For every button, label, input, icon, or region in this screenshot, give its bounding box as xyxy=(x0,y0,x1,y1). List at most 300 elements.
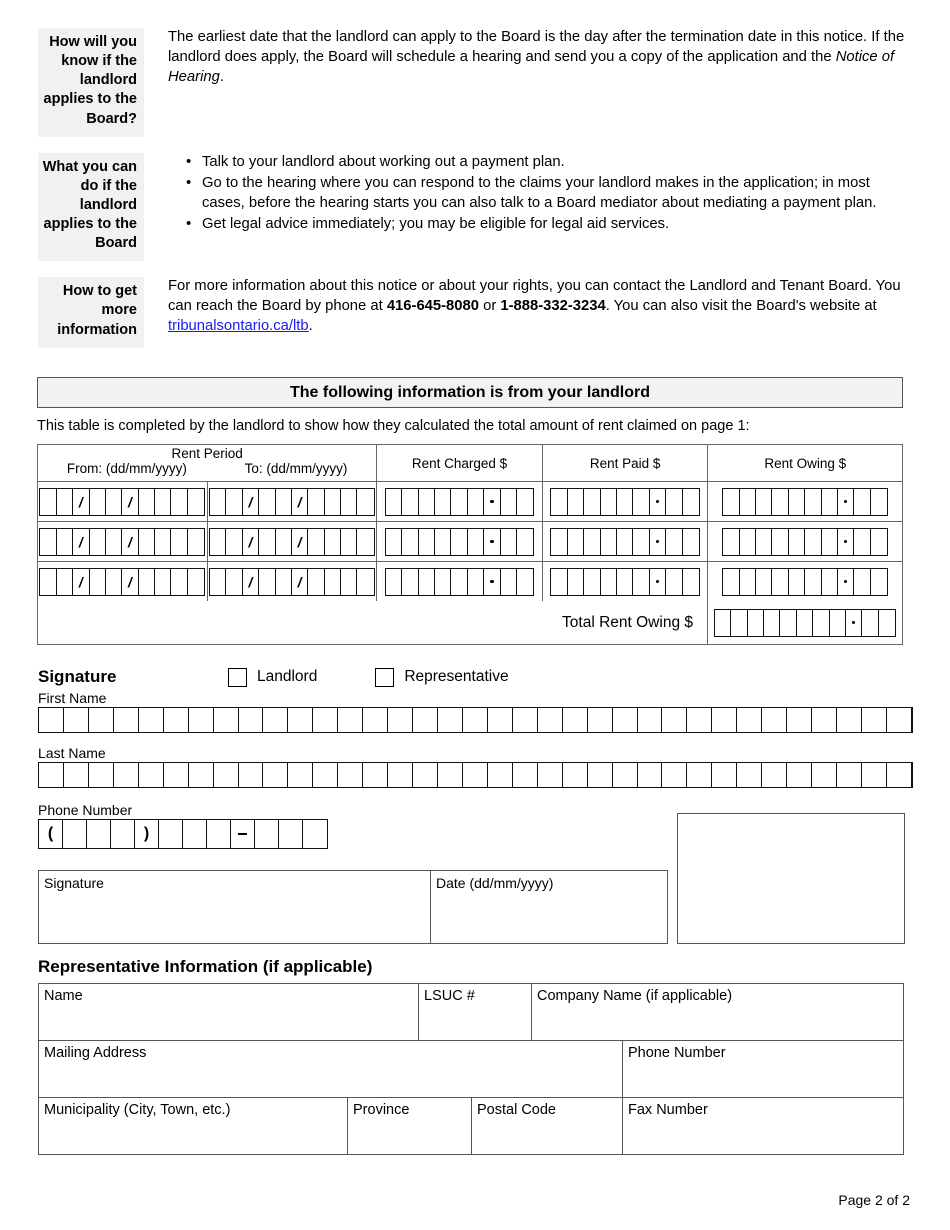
comb-cell[interactable] xyxy=(139,529,155,555)
total-rent-owing-field-wrap xyxy=(707,601,902,644)
comb-cell[interactable] xyxy=(740,569,756,595)
comb-cell[interactable] xyxy=(386,569,402,595)
comb-cell[interactable] xyxy=(887,763,912,787)
comb-cell[interactable] xyxy=(762,708,787,732)
rep-municipality-field[interactable] xyxy=(39,1098,348,1154)
comb-cell[interactable] xyxy=(854,489,870,515)
comb-cell[interactable] xyxy=(64,708,89,732)
comb-cell[interactable] xyxy=(40,489,56,515)
comb-cell[interactable] xyxy=(231,820,255,848)
comb-cell[interactable] xyxy=(613,708,638,732)
comb-cell[interactable]: / xyxy=(122,569,138,595)
comb-cell[interactable] xyxy=(388,708,413,732)
comb-cell[interactable] xyxy=(638,708,663,732)
comb-cell[interactable] xyxy=(183,820,207,848)
signature-field[interactable] xyxy=(39,871,431,943)
comb-cell[interactable] xyxy=(341,489,357,515)
comb-cell[interactable] xyxy=(63,820,87,848)
comb-cell[interactable] xyxy=(633,569,649,595)
comb-cell[interactable] xyxy=(484,569,500,595)
comb-cell[interactable] xyxy=(463,708,488,732)
comb-cell[interactable] xyxy=(276,529,292,555)
comb-cell[interactable] xyxy=(259,569,275,595)
comb-cell[interactable] xyxy=(288,763,313,787)
comb-cell[interactable] xyxy=(139,569,155,595)
total-rent-owing-input[interactable] xyxy=(714,609,896,637)
rep-phone-label: Phone Number xyxy=(628,1045,726,1061)
comb-cell[interactable] xyxy=(638,763,663,787)
rent-period-from-input[interactable] xyxy=(39,568,205,596)
comb-cell[interactable] xyxy=(139,489,155,515)
rent-period-to-cell xyxy=(208,562,378,601)
comb-cell[interactable] xyxy=(386,529,402,555)
rent-period-from-input[interactable] xyxy=(39,488,205,516)
rent-charged-cell xyxy=(377,562,543,601)
comb-cell[interactable] xyxy=(712,763,737,787)
comb-cell[interactable] xyxy=(805,529,821,555)
rent-period-header xyxy=(38,445,377,481)
comb-cell[interactable] xyxy=(723,489,739,515)
rent-paid-cell xyxy=(543,522,709,561)
comb-cell[interactable] xyxy=(756,569,772,595)
comb-cell[interactable] xyxy=(756,529,772,555)
comb-cell[interactable] xyxy=(617,529,633,555)
comb-cell[interactable] xyxy=(239,708,264,732)
comb-cell[interactable] xyxy=(501,569,517,595)
comb-cell[interactable] xyxy=(737,708,762,732)
comb-cell[interactable] xyxy=(341,569,357,595)
comb-cell[interactable] xyxy=(837,763,862,787)
comb-cell[interactable] xyxy=(613,763,638,787)
comb-cell[interactable] xyxy=(584,489,600,515)
rent-charged-input[interactable] xyxy=(385,528,535,556)
comb-cell[interactable] xyxy=(789,569,805,595)
rep-name-label: Name xyxy=(44,988,83,1004)
rent-owing-input[interactable] xyxy=(722,488,888,516)
comb-cell[interactable] xyxy=(106,569,122,595)
comb-cell[interactable] xyxy=(89,708,114,732)
comb-cell[interactable]: / xyxy=(243,569,259,595)
comb-cell[interactable] xyxy=(513,763,538,787)
comb-cell[interactable] xyxy=(838,489,854,515)
comb-cell[interactable] xyxy=(871,569,887,595)
rent-table-intro: This table is completed by the landlord to show how they calculated the total amount of rent claimed on page 1: xyxy=(37,418,750,434)
comb-cell[interactable] xyxy=(171,529,187,555)
rent-table-body xyxy=(38,482,902,601)
first-name-input[interactable] xyxy=(38,707,913,733)
comb-cell[interactable] xyxy=(164,708,189,732)
comb-cell[interactable] xyxy=(568,489,584,515)
comb-cell[interactable] xyxy=(662,763,687,787)
comb-cell[interactable] xyxy=(451,489,467,515)
comb-cell[interactable] xyxy=(189,708,214,732)
comb-cell[interactable] xyxy=(189,763,214,787)
comb-cell[interactable] xyxy=(551,569,567,595)
comb-cell[interactable] xyxy=(838,529,854,555)
comb-cell[interactable] xyxy=(789,529,805,555)
comb-cell[interactable] xyxy=(517,489,533,515)
list-item: • Go to the hearing where you can respond to the claims your landlord makes in the application; in most cases, before the hearing starts you can also talk to a Board mediator about mediating a payment plan. xyxy=(186,174,912,214)
comb-cell[interactable] xyxy=(822,569,838,595)
comb-cell[interactable] xyxy=(39,763,64,787)
bold-text: 416-645-8080 xyxy=(386,298,479,315)
rep-municipality-label: Municipality (City, Town, etc.) xyxy=(44,1102,231,1118)
rent-period-to-input[interactable] xyxy=(209,488,375,516)
ltb-website-link[interactable]: tribunalsontario.ca/ltb xyxy=(168,318,309,335)
comb-cell[interactable] xyxy=(64,763,89,787)
rep-lsuc-field[interactable] xyxy=(419,984,532,1040)
comb-cell[interactable] xyxy=(402,529,418,555)
comb-cell[interactable] xyxy=(259,489,275,515)
comb-cell[interactable] xyxy=(255,820,279,848)
comb-cell[interactable] xyxy=(617,489,633,515)
comb-cell[interactable] xyxy=(210,529,226,555)
checkbox-group-representative[interactable] xyxy=(375,668,508,687)
comb-cell[interactable] xyxy=(451,569,467,595)
comb-cell[interactable] xyxy=(419,529,435,555)
rent-owing-input[interactable] xyxy=(722,528,888,556)
comb-cell[interactable] xyxy=(617,569,633,595)
comb-cell[interactable] xyxy=(325,569,341,595)
comb-cell[interactable] xyxy=(812,763,837,787)
comb-cell[interactable] xyxy=(438,763,463,787)
comb-cell[interactable] xyxy=(171,569,187,595)
rent-paid-input[interactable] xyxy=(550,488,700,516)
comb-cell[interactable] xyxy=(214,708,239,732)
comb-cell[interactable] xyxy=(871,529,887,555)
comb-cell[interactable] xyxy=(887,708,912,732)
rent-charged-input[interactable] xyxy=(385,488,535,516)
comb-cell[interactable] xyxy=(313,708,338,732)
comb-cell[interactable] xyxy=(822,489,838,515)
comb-cell[interactable] xyxy=(106,529,122,555)
comb-cell[interactable] xyxy=(538,708,563,732)
comb-cell[interactable] xyxy=(846,610,862,636)
comb-cell[interactable] xyxy=(666,489,682,515)
comb-cell[interactable] xyxy=(650,489,666,515)
comb-cell[interactable] xyxy=(419,489,435,515)
comb-cell[interactable] xyxy=(155,529,171,555)
comb-cell[interactable] xyxy=(666,529,682,555)
rent-charged-input[interactable] xyxy=(385,568,535,596)
rent-charged-cell xyxy=(377,482,543,521)
comb-cell[interactable] xyxy=(862,708,887,732)
comb-cell[interactable]: ) xyxy=(135,820,159,848)
rent-paid-input[interactable] xyxy=(550,528,700,556)
comb-cell[interactable] xyxy=(468,489,484,515)
comb-cell[interactable] xyxy=(468,569,484,595)
checkbox-representative[interactable] xyxy=(375,668,394,687)
comb-cell[interactable] xyxy=(438,708,463,732)
comb-cell[interactable] xyxy=(822,529,838,555)
comb-cell[interactable] xyxy=(87,820,111,848)
comb-cell[interactable] xyxy=(551,529,567,555)
comb-cell[interactable] xyxy=(313,763,338,787)
comb-cell[interactable] xyxy=(357,529,373,555)
comb-cell[interactable] xyxy=(188,569,204,595)
comb-cell[interactable] xyxy=(155,489,171,515)
comb-cell[interactable] xyxy=(772,529,788,555)
comb-cell[interactable]: / xyxy=(292,529,308,555)
info-label-board-applies: How will you know if the landlord applies to the Board? xyxy=(38,28,144,137)
comb-cell[interactable] xyxy=(106,489,122,515)
comb-cell[interactable] xyxy=(207,820,231,848)
comb-cell[interactable]: / xyxy=(243,489,259,515)
comb-cell[interactable] xyxy=(568,529,584,555)
comb-cell[interactable] xyxy=(551,489,567,515)
comb-cell[interactable]: / xyxy=(122,529,138,555)
comb-cell[interactable] xyxy=(357,489,373,515)
checkbox-landlord[interactable] xyxy=(228,668,247,687)
info-body-what-you-can-do xyxy=(144,153,912,236)
comb-cell[interactable] xyxy=(188,489,204,515)
comb-cell[interactable] xyxy=(239,763,264,787)
total-rent-owing-row xyxy=(38,601,902,644)
comb-cell[interactable] xyxy=(501,489,517,515)
comb-cell[interactable] xyxy=(805,489,821,515)
rent-period-from-cell xyxy=(38,562,208,601)
comb-cell[interactable] xyxy=(740,489,756,515)
comb-cell[interactable] xyxy=(723,529,739,555)
comb-cell[interactable] xyxy=(263,763,288,787)
comb-cell[interactable] xyxy=(633,489,649,515)
comb-cell[interactable] xyxy=(435,489,451,515)
rep-province-field[interactable] xyxy=(348,1098,472,1154)
comb-cell[interactable] xyxy=(451,529,467,555)
comb-cell[interactable] xyxy=(139,763,164,787)
comb-cell[interactable] xyxy=(787,763,812,787)
comb-cell[interactable] xyxy=(363,763,388,787)
comb-cell[interactable] xyxy=(114,763,139,787)
comb-cell[interactable] xyxy=(210,489,226,515)
comb-cell[interactable]: / xyxy=(243,529,259,555)
signature-date-field[interactable] xyxy=(431,871,667,943)
comb-cell[interactable] xyxy=(723,569,739,595)
comb-cell[interactable] xyxy=(830,610,846,636)
comb-cell[interactable] xyxy=(484,489,500,515)
comb-cell[interactable] xyxy=(435,529,451,555)
comb-cell[interactable] xyxy=(568,569,584,595)
comb-cell[interactable] xyxy=(57,489,73,515)
comb-cell[interactable] xyxy=(871,489,887,515)
comb-cell[interactable] xyxy=(650,569,666,595)
comb-cell[interactable] xyxy=(683,489,699,515)
comb-cell[interactable] xyxy=(338,763,363,787)
rep-mailing-address-field[interactable] xyxy=(39,1041,623,1097)
comb-cell[interactable] xyxy=(419,569,435,595)
comb-cell[interactable] xyxy=(740,529,756,555)
checkbox-label-landlord: Landlord xyxy=(257,668,318,685)
rent-owing-input[interactable] xyxy=(722,568,888,596)
last-name-block xyxy=(38,745,913,791)
comb-cell[interactable]: / xyxy=(73,569,89,595)
comb-cell[interactable] xyxy=(226,529,242,555)
comb-cell[interactable] xyxy=(325,529,341,555)
comb-cell[interactable] xyxy=(90,489,106,515)
comb-cell[interactable] xyxy=(363,708,388,732)
comb-cell[interactable] xyxy=(601,529,617,555)
comb-cell[interactable] xyxy=(226,489,242,515)
comb-cell[interactable] xyxy=(513,708,538,732)
comb-cell[interactable] xyxy=(402,489,418,515)
comb-cell[interactable] xyxy=(772,569,788,595)
comb-cell[interactable] xyxy=(772,489,788,515)
comb-cell[interactable] xyxy=(854,529,870,555)
comb-cell[interactable]: / xyxy=(292,569,308,595)
comb-cell[interactable] xyxy=(588,763,613,787)
representative-info-title: Representative Information (if applicable) xyxy=(38,957,373,976)
comb-cell[interactable] xyxy=(601,489,617,515)
table-row xyxy=(39,984,903,1041)
comb-cell[interactable]: ( xyxy=(39,820,63,848)
comb-cell[interactable] xyxy=(341,529,357,555)
comb-cell[interactable] xyxy=(584,569,600,595)
comb-cell[interactable] xyxy=(517,529,533,555)
table-row xyxy=(39,1098,903,1154)
comb-cell[interactable] xyxy=(683,529,699,555)
comb-cell[interactable] xyxy=(386,489,402,515)
comb-cell[interactable] xyxy=(171,489,187,515)
comb-cell[interactable] xyxy=(279,820,303,848)
comb-cell[interactable] xyxy=(563,708,588,732)
rent-paid-input[interactable] xyxy=(550,568,700,596)
comb-cell[interactable] xyxy=(308,489,324,515)
comb-cell[interactable] xyxy=(538,763,563,787)
comb-cell[interactable] xyxy=(57,569,73,595)
comb-cell[interactable] xyxy=(226,569,242,595)
comb-cell[interactable] xyxy=(584,529,600,555)
comb-cell[interactable]: / xyxy=(292,489,308,515)
comb-cell[interactable] xyxy=(789,489,805,515)
comb-cell[interactable] xyxy=(862,763,887,787)
comb-cell[interactable] xyxy=(633,529,649,555)
comb-cell[interactable] xyxy=(413,763,438,787)
rep-fax-field[interactable] xyxy=(623,1098,903,1154)
comb-cell[interactable] xyxy=(879,610,895,636)
comb-cell[interactable] xyxy=(780,610,796,636)
comb-cell[interactable] xyxy=(111,820,135,848)
rep-name-field[interactable] xyxy=(39,984,419,1040)
rep-phone-field[interactable] xyxy=(623,1041,903,1097)
comb-cell[interactable] xyxy=(259,529,275,555)
comb-cell[interactable] xyxy=(762,763,787,787)
comb-cell[interactable] xyxy=(155,569,171,595)
comb-cell[interactable] xyxy=(39,708,64,732)
comb-cell[interactable] xyxy=(488,763,513,787)
comb-cell[interactable] xyxy=(159,820,183,848)
comb-cell[interactable] xyxy=(838,569,854,595)
info-label-what-you-can-do: What you can do if the landlord applies to the Board xyxy=(38,153,144,262)
comb-cell[interactable] xyxy=(563,763,588,787)
comb-cell[interactable]: / xyxy=(73,529,89,555)
rent-charged-cell xyxy=(377,522,543,561)
rep-company-field[interactable] xyxy=(532,984,903,1040)
comb-cell[interactable] xyxy=(308,569,324,595)
comb-cell[interactable] xyxy=(263,708,288,732)
comb-cell[interactable] xyxy=(276,569,292,595)
rent-period-to-input[interactable] xyxy=(209,528,375,556)
first-name-block xyxy=(38,690,913,736)
comb-cell[interactable] xyxy=(463,763,488,787)
rep-mailing-address-label: Mailing Address xyxy=(44,1045,147,1061)
comb-cell[interactable] xyxy=(650,529,666,555)
rent-period-to-input[interactable] xyxy=(209,568,375,596)
comb-cell[interactable] xyxy=(40,569,56,595)
comb-cell[interactable] xyxy=(388,763,413,787)
comb-cell[interactable] xyxy=(308,529,324,555)
comb-cell[interactable] xyxy=(288,708,313,732)
comb-cell[interactable] xyxy=(712,708,737,732)
comb-cell[interactable] xyxy=(588,708,613,732)
rep-company-label: Company Name (if applicable) xyxy=(537,988,733,1004)
comb-cell[interactable] xyxy=(214,763,239,787)
comb-cell[interactable] xyxy=(805,569,821,595)
comb-cell[interactable] xyxy=(787,708,812,732)
rent-period-from-input[interactable] xyxy=(39,528,205,556)
comb-cell[interactable] xyxy=(666,569,682,595)
comb-cell[interactable] xyxy=(357,569,373,595)
comb-cell[interactable] xyxy=(484,529,500,555)
comb-cell[interactable] xyxy=(517,569,533,595)
comb-cell[interactable] xyxy=(338,708,363,732)
comb-cell[interactable] xyxy=(210,569,226,595)
comb-cell[interactable] xyxy=(683,569,699,595)
comb-cell[interactable] xyxy=(139,708,164,732)
comb-cell[interactable] xyxy=(756,489,772,515)
comb-cell[interactable] xyxy=(276,489,292,515)
comb-cell[interactable] xyxy=(114,708,139,732)
comb-cell[interactable] xyxy=(687,708,712,732)
comb-cell[interactable] xyxy=(731,610,747,636)
comb-cell[interactable] xyxy=(325,489,341,515)
comb-cell[interactable] xyxy=(764,610,780,636)
body-text: or xyxy=(478,298,501,315)
comb-cell[interactable] xyxy=(854,569,870,595)
comb-cell[interactable]: / xyxy=(122,489,138,515)
comb-cell[interactable] xyxy=(90,529,106,555)
comb-cell[interactable] xyxy=(813,610,829,636)
phone-number-input[interactable] xyxy=(38,819,328,849)
comb-cell[interactable] xyxy=(57,529,73,555)
comb-cell[interactable] xyxy=(662,708,687,732)
comb-cell[interactable] xyxy=(468,529,484,555)
comb-cell[interactable] xyxy=(435,569,451,595)
comb-cell[interactable] xyxy=(748,610,764,636)
checkbox-group-landlord[interactable] xyxy=(228,668,317,687)
comb-cell[interactable] xyxy=(40,529,56,555)
comb-cell[interactable] xyxy=(164,763,189,787)
rep-postal-code-field[interactable] xyxy=(472,1098,623,1154)
comb-cell[interactable] xyxy=(303,820,327,848)
last-name-input[interactable] xyxy=(38,762,913,788)
comb-cell[interactable] xyxy=(737,763,762,787)
comb-cell[interactable] xyxy=(413,708,438,732)
comb-cell[interactable] xyxy=(837,708,862,732)
comb-cell[interactable]: / xyxy=(73,489,89,515)
comb-cell[interactable] xyxy=(90,569,106,595)
comb-cell[interactable] xyxy=(501,529,517,555)
comb-cell[interactable] xyxy=(488,708,513,732)
comb-cell[interactable] xyxy=(601,569,617,595)
comb-cell[interactable] xyxy=(402,569,418,595)
comb-cell[interactable] xyxy=(715,610,731,636)
comb-cell[interactable] xyxy=(812,708,837,732)
comb-cell[interactable] xyxy=(862,610,878,636)
comb-cell[interactable] xyxy=(188,529,204,555)
comb-cell[interactable] xyxy=(89,763,114,787)
comb-cell[interactable] xyxy=(797,610,813,636)
comb-cell[interactable] xyxy=(687,763,712,787)
